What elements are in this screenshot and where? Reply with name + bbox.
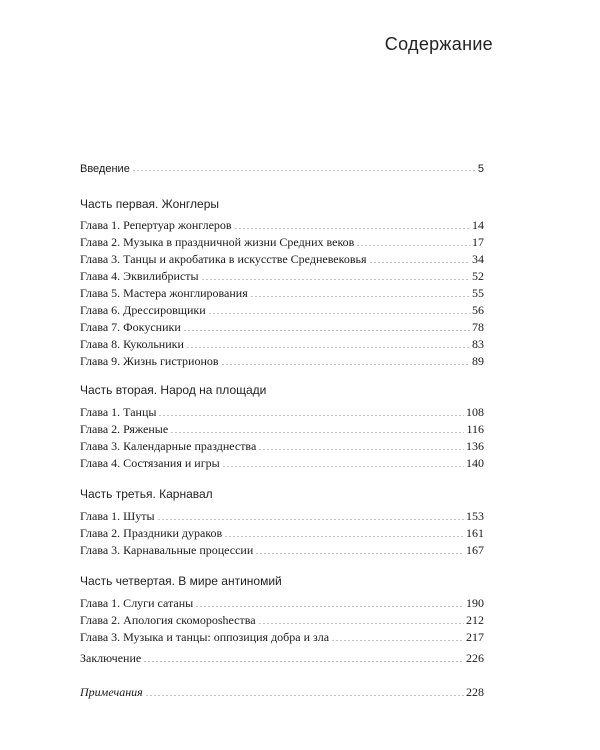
dot-leader [186,347,470,348]
dot-leader [255,553,464,554]
toc-entry[interactable] [80,540,484,558]
toc-entry[interactable] [80,334,484,352]
toc-entry[interactable] [80,215,484,233]
entry-page: 167 [466,543,484,557]
entry-page: 55 [472,286,484,300]
entry-page: 78 [472,320,484,334]
dot-leader [258,623,464,624]
part-title: Часть первая. Жонглеры [80,197,220,211]
toc-entry[interactable] [80,436,484,454]
part-title: Часть третья. Карнавал [80,487,213,501]
entry-page: 56 [472,303,484,317]
dot-leader [221,364,470,365]
entry-label: Глава 1. Танцы [80,405,157,419]
entry-label: Глава 1. Репертуар жонглеров [80,218,232,232]
entry-label: Глава 3. Календарные празднества [80,439,257,453]
entry-page: 228 [466,685,484,699]
entry-label: Глава 8. Кукольники [80,337,184,351]
entry-label: Глава 9. Жизнь гистрионов [80,354,219,368]
entry-label: Глава 2. Музыка в праздничной жизни Средних веков [80,235,355,249]
entry-label: Глава 4. Состязания и игры [80,456,220,470]
dot-leader [331,640,464,641]
entry-label: Глава 2. Праздники дураков [80,526,223,540]
dot-leader [132,170,476,171]
entry-page: 217 [466,630,484,644]
entry-label: Глава 2. Ряженые [80,422,169,436]
entry-page: 34 [472,252,484,266]
toc-entry[interactable] [80,506,484,524]
entry-page: 17 [472,235,484,249]
dot-leader [145,695,464,696]
toc-entry[interactable] [80,351,484,369]
entry-label: Глава 3. Музыка и танцы: оппозиция добра и зла [80,630,330,644]
part-title: Часть вторая. Народ на площади [80,383,267,397]
toc-entry[interactable] [80,232,484,250]
entry-page: 108 [466,405,484,419]
dot-leader [143,661,464,662]
dot-leader [158,415,464,416]
toc-entry[interactable] [80,300,484,318]
entry-page: 5 [477,163,484,175]
entry-page: 89 [472,354,484,368]
entry-label: Примечания [80,685,143,699]
entry-page: 14 [472,218,484,232]
entry-label: Глава 7. Фокусники [80,320,181,334]
entry-label: Глава 5. Мастера жонглирования [80,286,248,300]
entry-page: 116 [466,422,484,436]
part-title: Часть четвертая. В мире антиномий [80,574,282,588]
dot-leader [258,449,464,450]
toc-entry[interactable] [80,283,484,301]
toc-entry[interactable] [80,523,484,541]
entry-page: 52 [472,269,484,283]
entry-page: 153 [466,509,484,523]
entry-page: 190 [466,596,484,610]
toc-entry[interactable] [80,453,484,471]
toc-entry[interactable] [80,610,484,628]
entry-label: Глава 6. Дрессировщики [80,303,206,317]
toc-entry[interactable] [80,593,484,611]
dot-leader [234,228,470,229]
entry-page: 226 [466,651,484,665]
dot-leader [208,313,470,314]
toc-entry-intro[interactable] [80,157,484,175]
entry-label: Глава 3. Карнавальные процессии [80,543,254,557]
entry-label: Введение [80,163,130,175]
entry-label: Глава 1. Слуги сатаны [80,596,194,610]
entry-label: Заключение [80,651,142,665]
toc-entry-conclusion[interactable] [80,648,484,666]
toc-entry[interactable] [80,249,484,267]
entry-label: Глава 4. Эквилибристы [80,269,199,283]
entry-page: 161 [466,526,484,540]
dot-leader [157,519,464,520]
entry-label: Глава 2. Апология скомороshества [80,613,256,627]
toc-entry[interactable] [80,419,484,437]
entry-page: 83 [472,337,484,351]
dot-leader [183,330,470,331]
entry-page: 140 [466,456,484,470]
dot-leader [250,296,470,297]
toc-entry-notes[interactable] [80,682,484,700]
toc-entry[interactable] [80,402,484,420]
page-title: Содержание [384,34,493,54]
dot-leader [170,432,464,433]
dot-leader [224,536,464,537]
toc-entry[interactable] [80,317,484,335]
dot-leader [195,606,464,607]
dot-leader [369,262,470,263]
entry-label: Глава 1. Шуты [80,509,155,523]
dot-leader [356,245,470,246]
dot-leader [222,466,464,467]
toc-entry[interactable] [80,266,484,284]
entry-page: 136 [466,439,484,453]
toc-entry[interactable] [80,627,484,645]
entry-page: 212 [466,613,484,627]
dot-leader [201,279,470,280]
entry-label: Глава 3. Танцы и акробатика в искусстве Средневековья [80,252,367,266]
